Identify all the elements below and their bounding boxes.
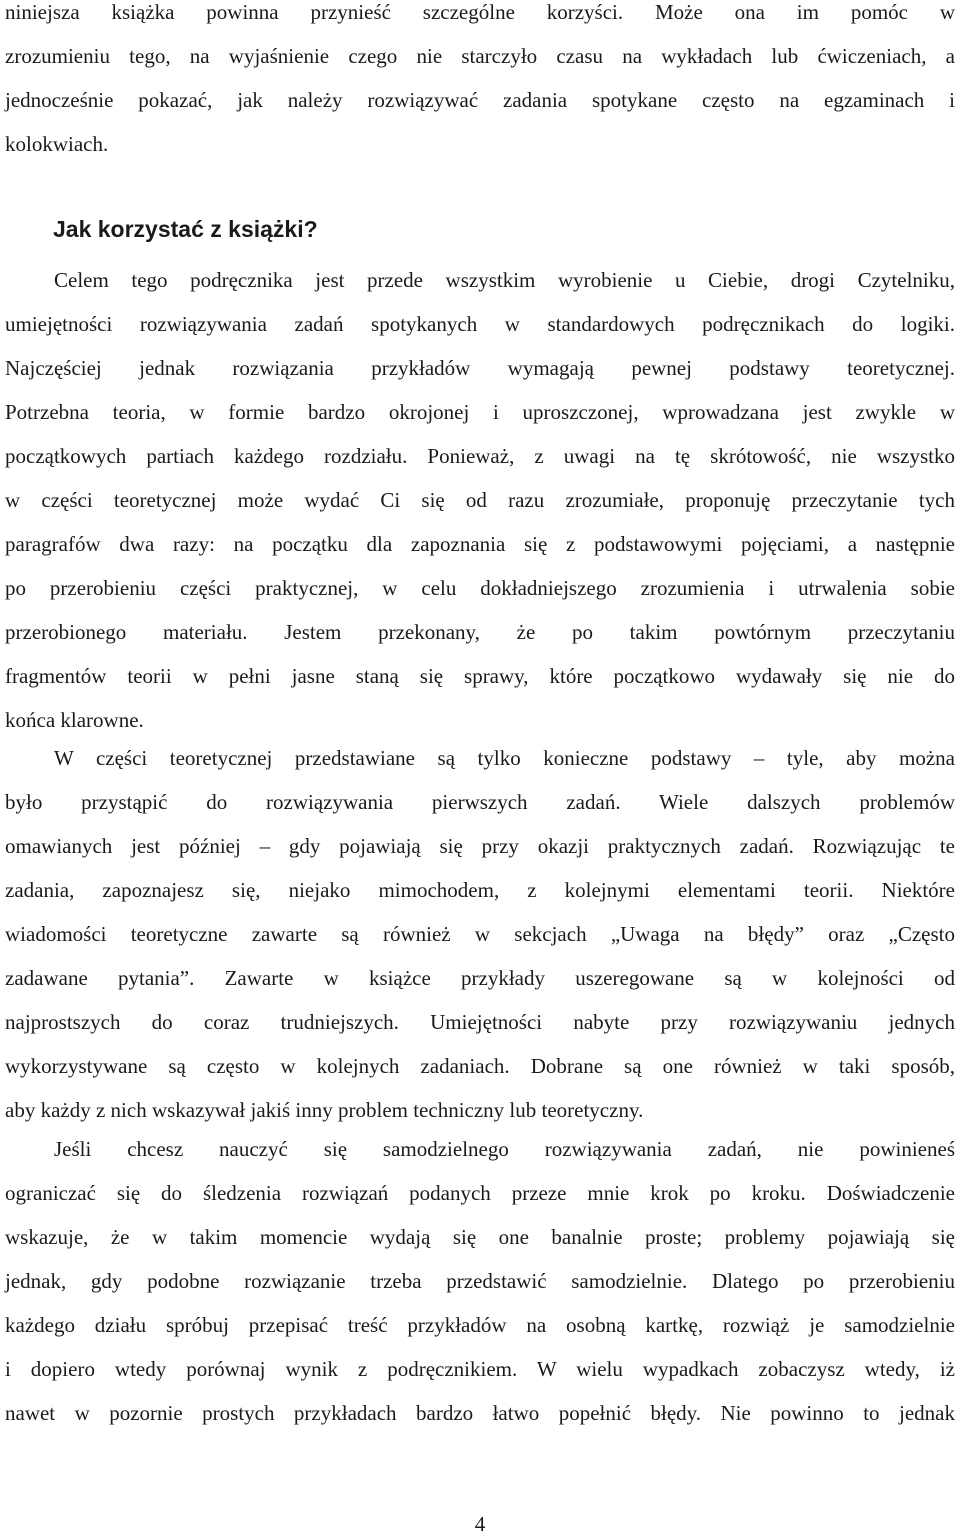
text-line: nawet w pozornie prostych przykładach bardzo łatwo popełnić błędy. Nie powinno to jednak xyxy=(5,1401,955,1425)
text-line: początkowych partiach każdego rozdziału. Ponieważ, z uwagi na tę skrótowość, nie wszystko xyxy=(5,444,955,468)
text-line: było przystąpić do rozwiązywania pierwszych zadań. Wiele dalszych problemów xyxy=(5,790,955,814)
text-line: omawianych jest później – gdy pojawiają się przy okazji praktycznych zadań. Rozwiązując te xyxy=(5,834,955,858)
paragraph-2 xyxy=(5,746,955,1142)
text-line: zadania, zapoznajesz się, niejako mimochodem, z kolejnymi elementami teorii. Niektóre xyxy=(5,878,955,902)
text-line: każdego działu spróbuj przepisać treść przykładów na osobną kartkę, rozwiąż je samodzielnie xyxy=(5,1313,955,1337)
text-line: wiadomości teoretyczne zawarte są również w sekcjach „Uwaga na błędy” oraz „Często xyxy=(5,922,955,946)
paragraph-3 xyxy=(5,1137,955,1445)
text-line: paragrafów dwa razy: na początku dla zapoznania się z podstawowymi pojęciami, a następnie xyxy=(5,532,955,556)
text-line: przerobionego materiału. Jestem przekonany, że po takim powtórnym przeczytaniu xyxy=(5,620,955,644)
paragraph-1 xyxy=(5,268,955,752)
text-line: Jeśli chcesz nauczyć się samodzielnego rozwiązywania zadań, nie powinieneś xyxy=(54,1137,955,1161)
text-line: wskazuje, że w takim momencie wydają się one banalnie proste; problemy pojawiają się xyxy=(5,1225,955,1249)
text-line: jednocześnie pokazać, jak należy rozwiązywać zadania spotykane często na egzaminach i xyxy=(5,88,955,112)
text-line: w części teoretycznej może wydać Ci się od razu zrozumiałe, proponuję przeczytanie tych xyxy=(5,488,955,512)
text-line: ograniczać się do śledzenia rozwiązań podanych przeze mnie krok po kroku. Doświadczenie xyxy=(5,1181,955,1205)
text-line: Potrzebna teoria, w formie bardzo okrojonej i uproszczonej, wprowadzana jest zwykle w xyxy=(5,400,955,424)
text-line: najprostszych do coraz trudniejszych. Umiejętności nabyte przy rozwiązywaniu jednych xyxy=(5,1010,955,1034)
text-line: fragmentów teorii w pełni jasne staną się sprawy, które początkowo wydawały się nie do xyxy=(5,664,955,688)
text-line: i dopiero wtedy porównaj wynik z podręcznikiem. W wielu wypadkach zobaczysz wtedy, iż xyxy=(5,1357,955,1381)
text-line: wykorzystywane są często w kolejnych zadaniach. Dobrane są one również w taki sposób, xyxy=(5,1054,955,1078)
text-line: końca klarowne. xyxy=(5,708,144,732)
text-line: po przerobieniu części praktycznej, w celu dokładniejszego zrozumienia i utrwalenia sobie xyxy=(5,576,955,600)
page-number: 4 xyxy=(474,1512,486,1536)
text-line: kolokwiach. xyxy=(5,132,109,156)
text-line: zadawane pytania”. Zawarte w książce przykłady uszeregowane są w kolejności od xyxy=(5,966,955,990)
text-line: jednak, gdy podobne rozwiązanie trzeba przedstawić samodzielnie. Dlatego po przerobieniu xyxy=(5,1269,955,1293)
text-line: Najczęściej jednak rozwiązania przykładów wymagają pewnej podstawy teoretycznej. xyxy=(5,356,955,380)
text-line: umiejętności rozwiązywania zadań spotykanych w standardowych podręcznikach do logiki. xyxy=(5,312,955,336)
text-line: zrozumieniu tego, na wyjaśnienie czego nie starczyło czasu na wykładach lub ćwiczeniach, a xyxy=(5,44,955,68)
text-line: aby każdy z nich wskazywał jakiś inny problem techniczny lub teoretyczny. xyxy=(5,1098,644,1122)
text-line: Celem tego podręcznika jest przede wszystkim wyrobienie u Ciebie, drogi Czytelniku, xyxy=(54,268,955,292)
text-line: niniejsza książka powinna przynieść szczególne korzyści. Może ona im pomóc w xyxy=(5,0,955,24)
section-heading: Jak korzystać z książki? xyxy=(53,216,318,242)
intro-paragraph xyxy=(5,0,955,176)
text-line: W części teoretycznej przedstawiane są tylko konieczne podstawy – tyle, aby można xyxy=(54,746,955,770)
